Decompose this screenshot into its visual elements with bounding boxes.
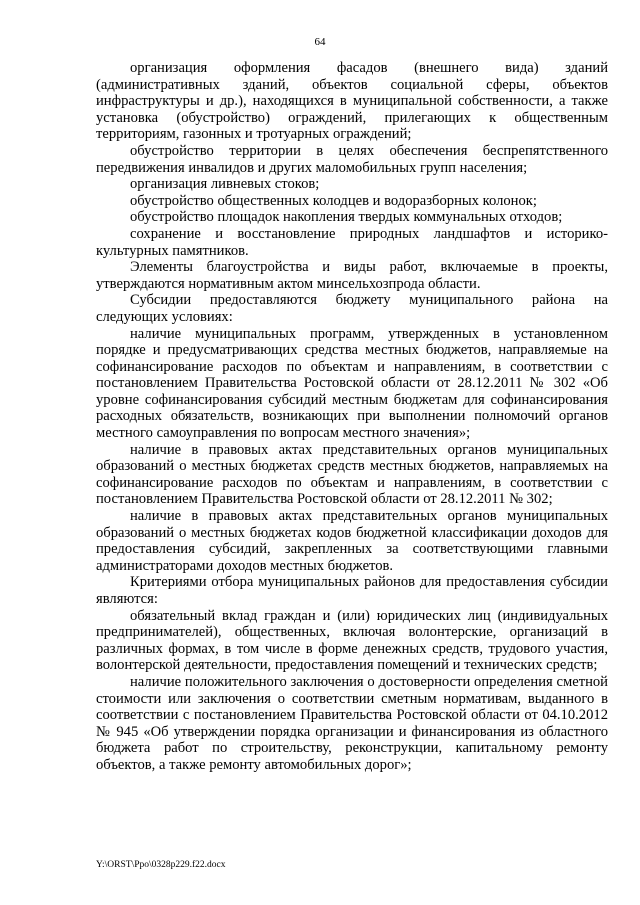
paragraph-storm-drains: организация ливневых стоков; — [130, 176, 320, 193]
footer-file-path: Y:\ORST\Ppo\0328p229.f22.docx — [96, 860, 226, 870]
document-body — [96, 60, 608, 774]
paragraph-elements-approval: Элементы благоустройства и виды работ, включаемые в проекты, утверждаются нормативным актом минсельхозпрода области. — [96, 259, 608, 292]
paragraph-municipal-programs: наличие муниципальных программ, утвержденных в установленном порядке и предусматривающих средства местных бюджетов, направляемые на софинансирование расходов по объектам и направлениям, в соответствии с постановлением Правительства Ростовской области от 28.12.2011 № 302 «Об уровне софинансирования субсидий местным бюджетам для софинансирования расходных обязательств, возникающих при выполнении полномочий органов местного самоуправления по вопросам местного значения»; — [96, 325, 608, 442]
paragraph-subsidy-conditions: Субсидии предоставляются бюджету муниципального района на следующих условиях: — [96, 292, 608, 325]
paragraph-selection-criteria: Критериями отбора муниципальных районов для предоставления субсидии являются: — [96, 574, 608, 607]
paragraph-citizen-contribution: обязательный вклад граждан и (или) юридических лиц (индивидуальных предпринимателей), общественных, включая волонтерские, организаций в различных формах, в том числе в форме денежных средств, трудового участия, волонтерской деятельности, предоставления помещений и технических средств; — [96, 607, 608, 674]
paragraph-landscapes: сохранение и восстановление природных ландшафтов и историко-культурных памятников. — [96, 225, 608, 259]
paragraph-waste-sites: обустройство площадок накопления твердых коммунальных отходов; — [130, 209, 563, 226]
paragraph-budget-funds: наличие в правовых актах представительных органов муниципальных образований о местных бюджетах средств местных бюджетов, направляемых на софинансирование расходов по объектам и направлениям, в соответствии с постановлением Правительства Ростовской области от 28.12.2011 № 302; — [96, 441, 608, 508]
paragraph-facade-design: организация оформления фасадов (внешнего вида) зданий (административных зданий, объектов социальной сферы, объектов инфраструктуры и др.), находящихся в муниципальной собственности, а также установка (обустройство) ограждений, прилегающих к общественным территориям, газонных и тротуарных ограждений; — [96, 60, 608, 143]
paragraph-estimate-approval: наличие положительного заключения о достоверности определения сметной стоимости или заключения о соответствии сметным нормативам, выданного в соответствии с постановлением Правительства Ростовской области от 04.10.2012 № 945 «Об утверждении порядка организации и финансирования из областного бюджета работ по строительству, реконструкции, капитальному ремонту объектов, а также ремонту автомобильных дорог»; — [96, 673, 608, 773]
paragraph-wells: обустройство общественных колодцев и водоразборных колонок; — [130, 192, 537, 209]
paragraph-accessibility: обустройство территории в целях обеспечения беспрепятственного передвижения инвалидов и других маломобильных групп населения; — [96, 142, 608, 176]
paragraph-budget-codes: наличие в правовых актах представительных органов муниципальных образований о местных бюджетах кодов бюджетной классификации доходов для предоставления субсидий, закрепленных за соответствующими главными администраторами доходов местных бюджетов. — [96, 508, 608, 574]
page-number: 64 — [314, 36, 326, 48]
